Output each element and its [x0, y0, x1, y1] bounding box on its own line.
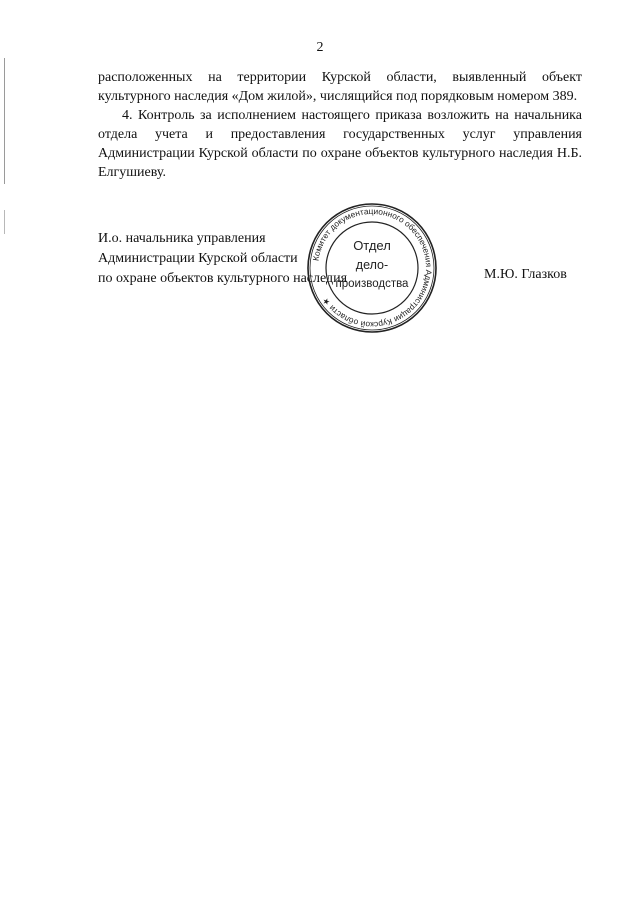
- signatory-title-line-2: Администрации Курской области: [98, 251, 298, 266]
- paragraph-4: 4. Контроль за исполнением настоящего приказа возложить на начальника отдела учета и предоставления государственных услуг управления Администрации Курской области по охране объектов культурного наследия Н.Б. Елгушиеву.: [98, 108, 582, 180]
- signatory-name: М.Ю. Глазков: [484, 267, 567, 282]
- page-number: 2: [316, 40, 324, 55]
- scan-edge-mark: [4, 58, 5, 184]
- signatory-title-line-1: И.о. начальника управления: [98, 231, 266, 246]
- stamp-seal-graphic: [304, 200, 440, 336]
- document-body: [98, 68, 582, 182]
- stamp-ring-text: Комитет документационного обеспечения Администрации Курской области ★: [310, 205, 435, 331]
- scan-edge-mark-lower: [4, 210, 5, 234]
- stamp-center-line-2: дело-: [355, 258, 389, 272]
- official-stamp: [304, 200, 440, 336]
- paragraph-continued: расположенных на территории Курской области, выявленный объект культурного наследия «Дом жилой», числящийся под порядковым номером 389.: [98, 70, 582, 104]
- stamp-center-line-3: производства: [335, 278, 409, 290]
- stamp-center-line-1: Отдел: [353, 238, 391, 253]
- signatory-title-line-3: по охране объектов культурного наследия: [98, 271, 348, 286]
